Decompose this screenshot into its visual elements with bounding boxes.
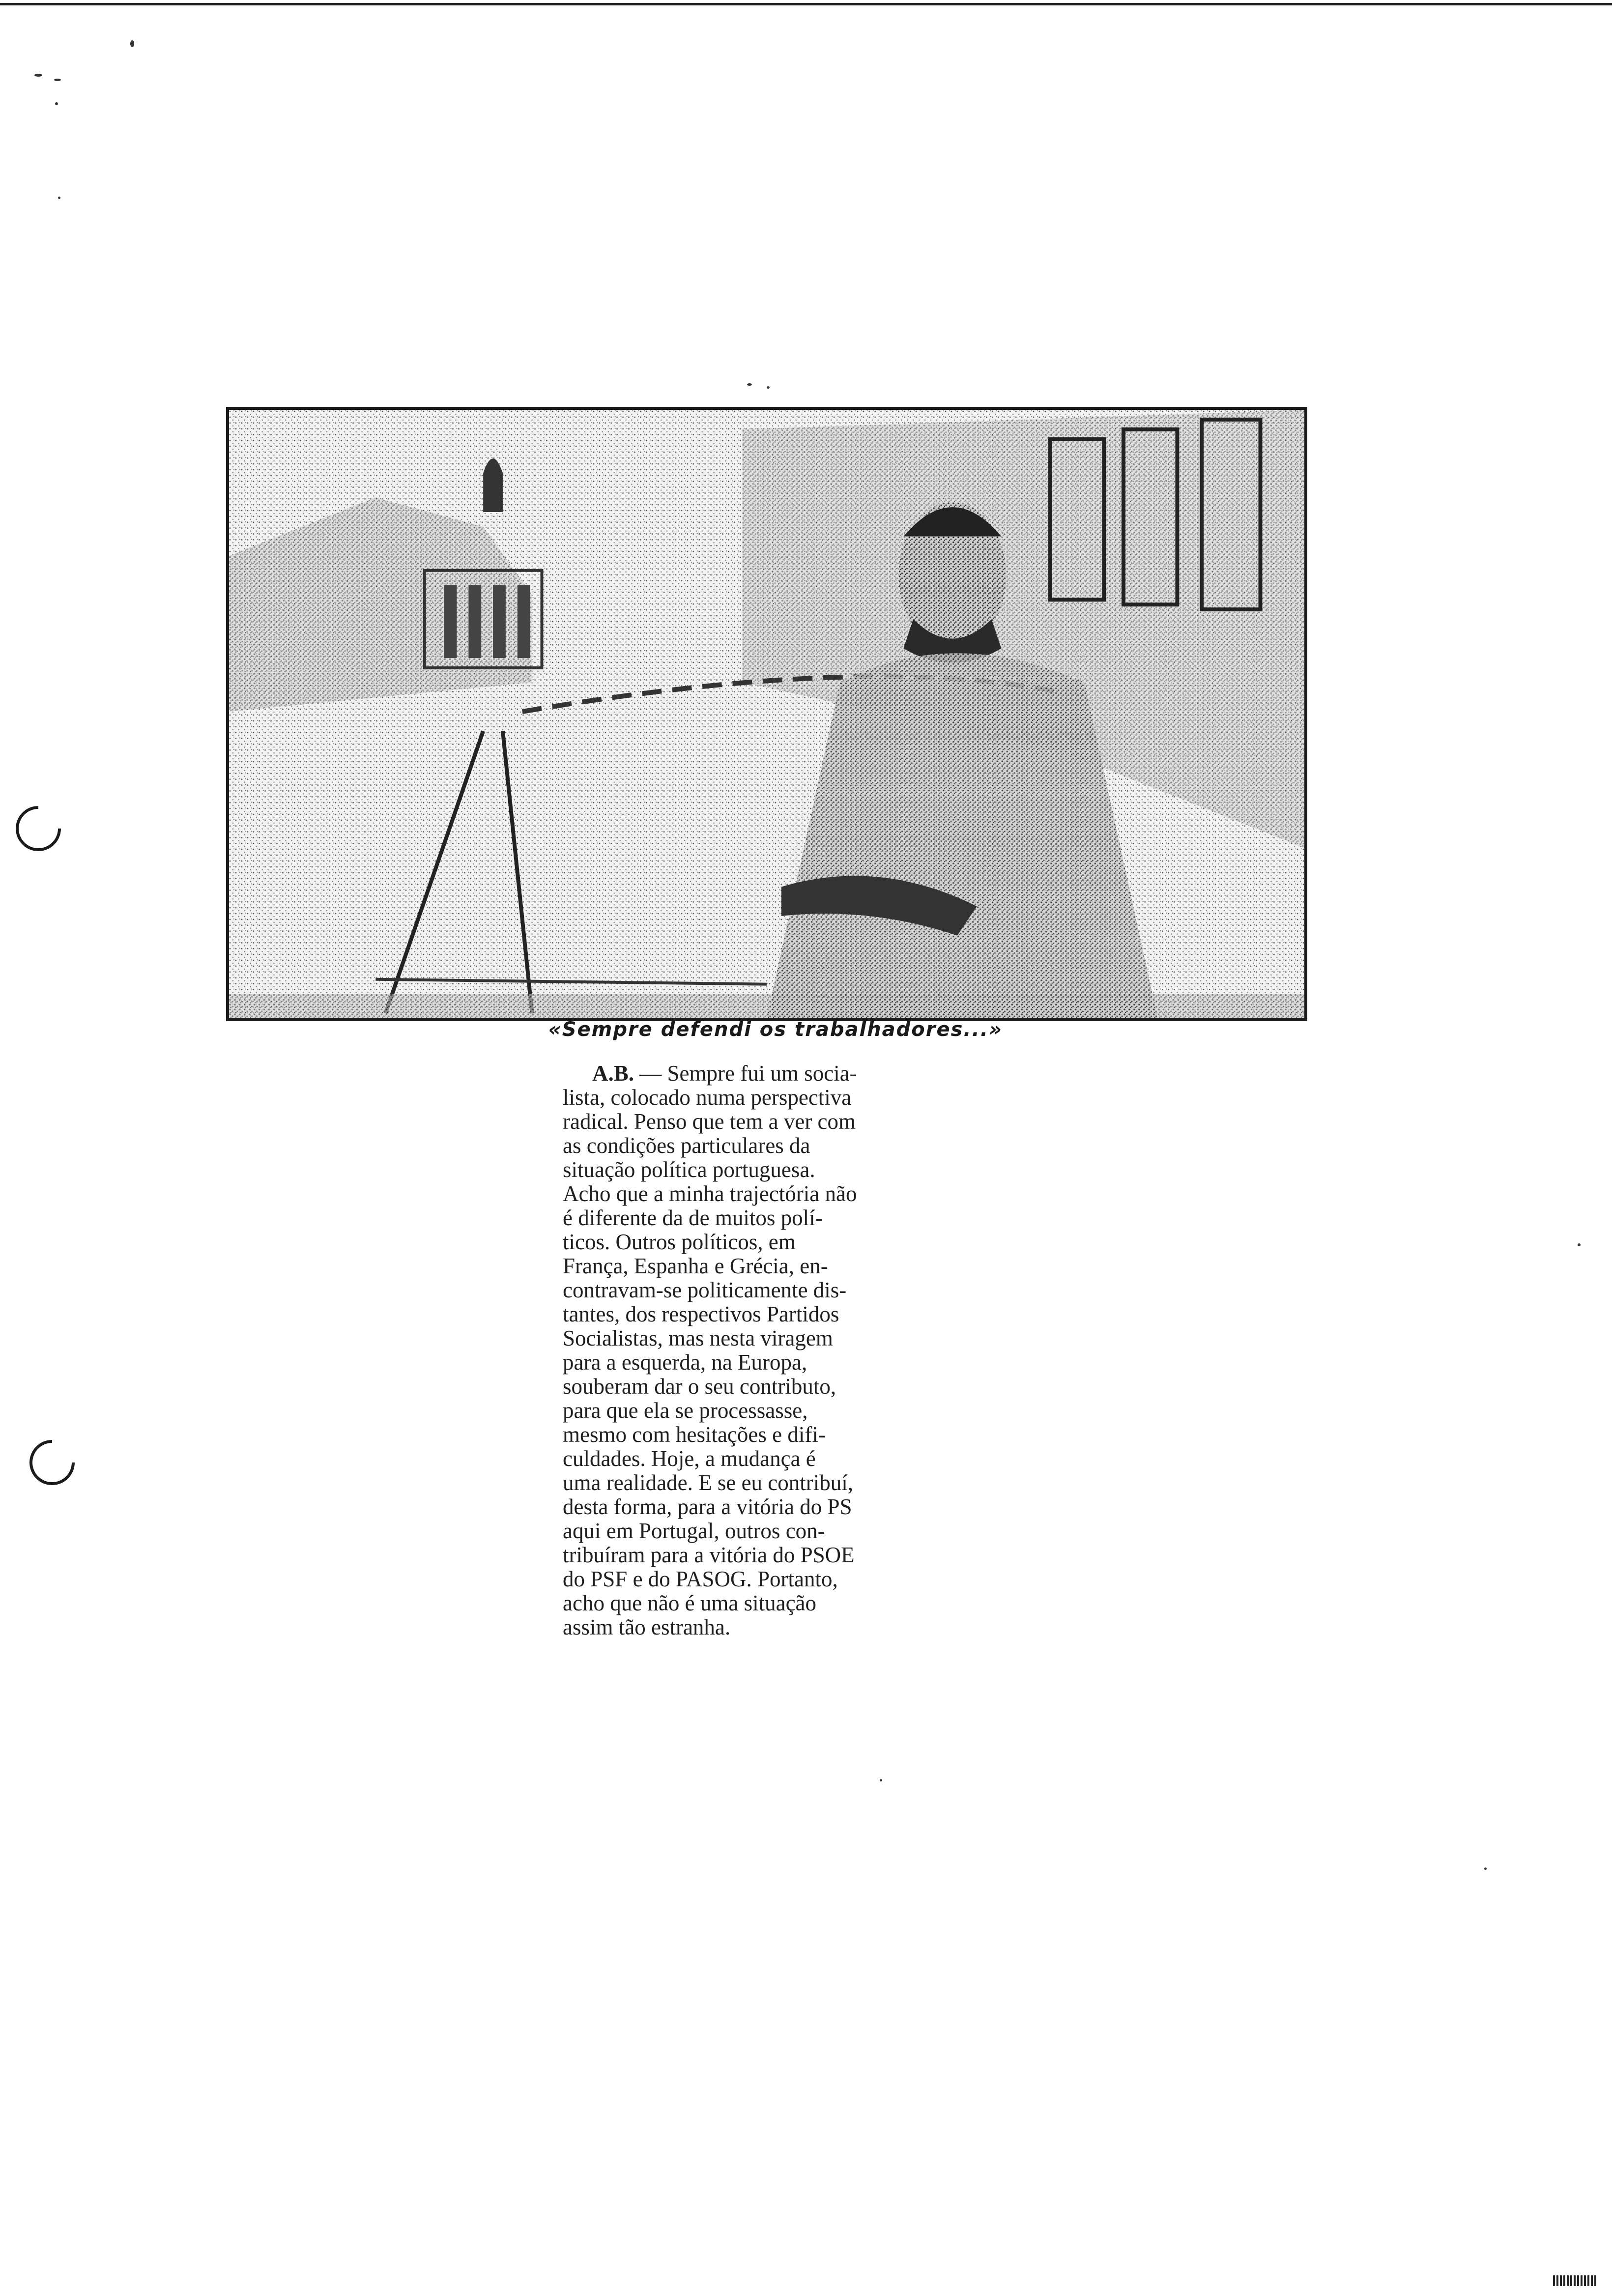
scan-speck	[130, 40, 134, 47]
article-line: para a esquerda, na Europa,	[563, 1350, 807, 1375]
article-text	[563, 1062, 926, 1639]
article-line: contravam-se politicamente dis-	[563, 1278, 847, 1302]
article-line: Acho que a minha trajectória não	[563, 1181, 857, 1206]
photo-icon	[229, 410, 1304, 1018]
article-lead: A.B. —	[592, 1061, 662, 1086]
article-line: as condições particulares da	[563, 1133, 810, 1158]
article-line: ticos. Outros políticos, em	[563, 1230, 796, 1254]
article-line: é diferente da de muitos polí-	[563, 1205, 823, 1230]
scan-speck	[1578, 1243, 1581, 1246]
scan-speck	[34, 74, 42, 77]
article-line: França, Espanha e Grécia, en-	[563, 1254, 828, 1278]
article-line: lista, colocado numa perspectiva	[563, 1085, 852, 1110]
article-line: uma realidade. E se eu contribuí,	[563, 1470, 854, 1495]
article-line: assim tão estranha.	[563, 1615, 731, 1639]
scan-speck	[747, 383, 752, 386]
article-line: acho que não é uma situação	[563, 1591, 817, 1615]
scan-speck	[767, 386, 770, 389]
article-photo	[226, 407, 1307, 1021]
article-line: mesmo com hesitações e difi-	[563, 1422, 826, 1447]
article-line: situação política portuguesa.	[563, 1157, 815, 1182]
scan-speck	[54, 79, 61, 81]
article-line: tribuíram para a vitória do PSOE	[563, 1543, 855, 1567]
article-line: para que ela se processasse,	[563, 1398, 808, 1423]
article-line: desta forma, para a vitória do PS	[563, 1494, 852, 1519]
article-line: souberam dar o seu contributo,	[563, 1374, 836, 1399]
article-line: radical. Penso que tem a ver com	[563, 1109, 856, 1134]
article-line: culdades. Hoje, a mudança é	[563, 1446, 816, 1471]
binder-hole-mark	[20, 1431, 84, 1494]
binder-hole-mark	[6, 797, 70, 861]
article-line: do PSF e do PASOG. Portanto,	[563, 1567, 838, 1591]
article-line: aqui em Portugal, outros con-	[563, 1519, 825, 1543]
scan-corner-mark	[1553, 2275, 1597, 2286]
scan-speck	[880, 1779, 882, 1781]
article-line: tantes, dos respectivos Partidos	[563, 1302, 839, 1326]
photo-caption: «Sempre defendi os trabalhadores...»	[548, 1018, 1003, 1041]
scan-speck	[1484, 1867, 1487, 1870]
article-line: A.B. — Sempre fui um socia-	[592, 1061, 857, 1086]
scan-speck	[55, 102, 58, 105]
top-rule	[0, 3, 1612, 5]
scan-speck	[58, 197, 60, 199]
article-line: Socialistas, mas nesta viragem	[563, 1326, 833, 1350]
